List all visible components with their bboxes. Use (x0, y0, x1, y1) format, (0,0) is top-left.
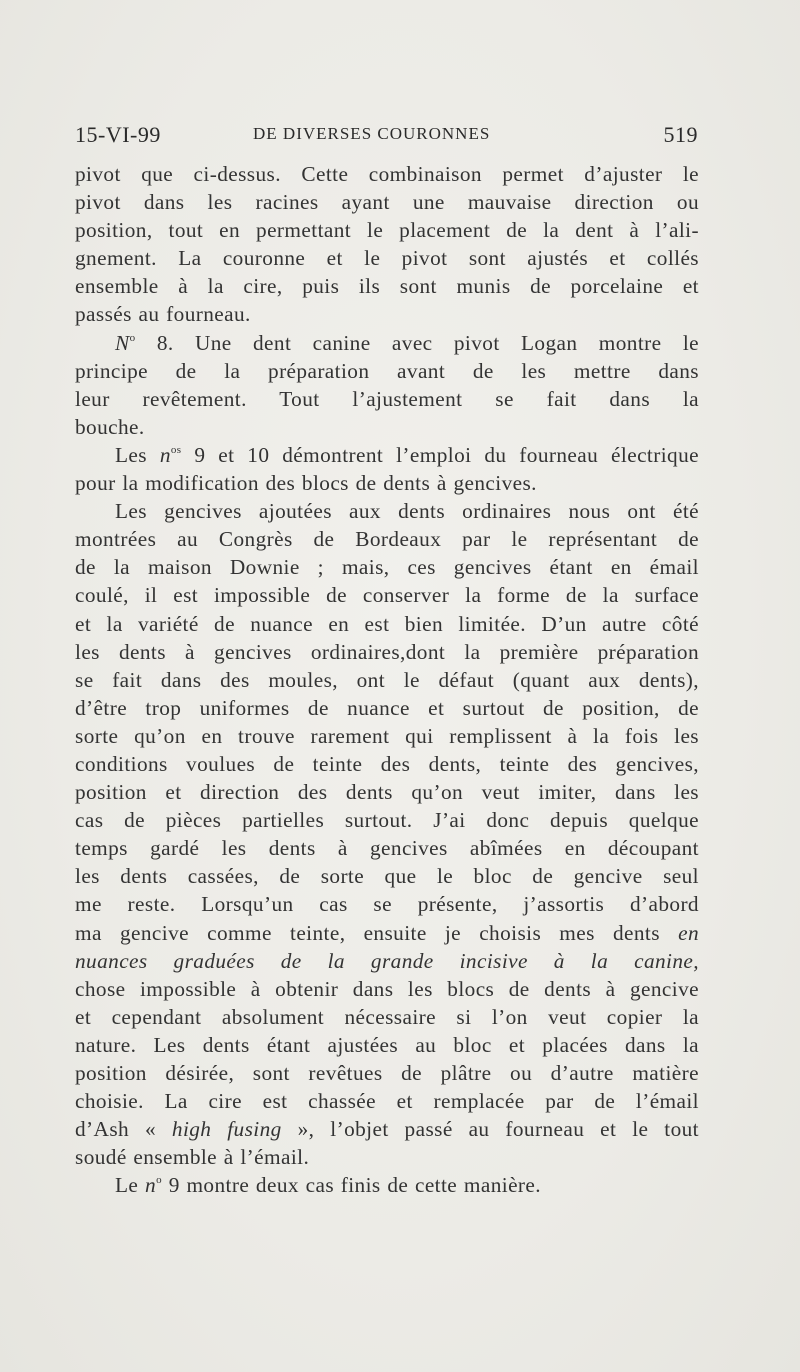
text-line: me reste. Lorsqu’un cas se présente, j’assortis d’abord (75, 892, 699, 917)
text-line: passés au fourneau. (75, 302, 251, 327)
text-line: cas de pièces partielles surtout. J’ai donc depuis quelque (75, 808, 699, 833)
number-label: n (159, 442, 171, 467)
text-run: ma gencive comme teinte, ensuite je choisis mes dents (75, 920, 679, 945)
paragraph-2 (75, 329, 699, 441)
text-line: d’être trop uniformes de nuance et surtout de position, de (75, 695, 699, 720)
text-line: et cependant absolument nécessaire si l’on veut copier la (75, 1004, 699, 1029)
text-run: d’Ash « (75, 1117, 172, 1142)
italic-run: high fusing (171, 1117, 282, 1142)
text-line: gnement. La couronne et le pivot sont ajustés et collés (75, 246, 699, 271)
paragraph-5 (75, 1171, 699, 1199)
text-run: 9 montre deux cas finis de cette manière. (161, 1173, 541, 1198)
text-run: », l’objet passé au fourneau et le tout (281, 1117, 699, 1142)
number-label-sup: o (129, 331, 136, 344)
text-line (75, 441, 699, 469)
text-line: ensemble à la cire, puis ils sont munis de porcelaine et (75, 274, 699, 299)
text-line: temps gardé les dents à gencives abîmées en découpant (75, 836, 699, 861)
text-line: choisie. La cire est chassée et remplacée par de l’émail (75, 1089, 699, 1114)
header-date: 15-VI-99 (75, 122, 161, 147)
italic-run: nuances graduées de la grande incisive à la canine, (75, 948, 699, 973)
text-line: Les gencives ajoutées aux dents ordinaires nous ont été (115, 499, 699, 524)
text-line: pour la modification des blocs de dents à gencives. (75, 471, 537, 496)
text-line: nature. Les dents étant ajustées au bloc et placées dans la (75, 1032, 699, 1057)
text-line: montrées au Congrès de Bordeaux par le représentant de (75, 527, 699, 552)
text-line: les dents cassées, de sorte que le bloc de gencive seul (75, 864, 699, 889)
text-line: coulé, il est impossible de conserver la forme de la surface (75, 583, 699, 608)
text-line: conditions voulues de teinte des dents, teinte des gencives, (75, 751, 699, 776)
text-line: soudé ensemble à l’émail. (75, 1145, 310, 1170)
text-line (75, 947, 699, 975)
page-header (75, 122, 698, 152)
text-line: sorte qu’on en trouve rarement qui remplissent à la fois les (75, 723, 699, 748)
body-text (75, 160, 699, 1199)
text-line (75, 919, 699, 947)
number-label-sup: os (170, 443, 182, 456)
text-line: de la maison Downie ; mais, ces gencives étant en émail (75, 555, 699, 580)
text-line: position désirée, sont revêtues de plâtre ou d’autre matière (75, 1061, 699, 1085)
number-label: n (145, 1173, 157, 1198)
text-line: bouche. (75, 414, 145, 439)
running-title: DE DIVERSES COURONNES (253, 124, 491, 143)
text-line: pivot dans les racines ayant une mauvaise direction ou (75, 190, 699, 215)
italic-run: en (678, 920, 699, 945)
text-line: leur revêtement. Tout l’ajustement se fait dans la (75, 386, 699, 411)
text-line: pivot que ci-dessus. Cette combinaison permet d’ajuster le (75, 162, 699, 186)
text-line (75, 1115, 699, 1143)
text-line: principe de la préparation avant de les mettre dans (75, 358, 699, 383)
page-number: 519 (663, 122, 698, 147)
text-line (75, 1171, 699, 1199)
text-run: Les (115, 442, 160, 467)
text-run: 9 et 10 démontrent l’emploi du fourneau électrique (181, 442, 699, 467)
text-line: et la variété de nuance en est bien limitée. D’un autre côté (75, 611, 699, 636)
paragraph-4 (75, 497, 699, 1171)
text-line: position, tout en permettant le placement de la dent à l’ali- (75, 218, 699, 243)
text-line: position et direction des dents qu’on veut imiter, dans les (75, 780, 699, 805)
number-label-sup: o (156, 1174, 162, 1187)
text-run: 8. Une dent canine avec pivot Logan montre le (135, 330, 699, 355)
text-line: chose impossible à obtenir dans les blocs de dents à gencive (75, 976, 699, 1001)
text-line: les dents à gencives ordinaires,dont la première préparation (75, 639, 699, 664)
paragraph-1 (75, 160, 699, 329)
text-run: Le (115, 1173, 145, 1198)
text-line: se fait dans des moules, ont le défaut (quant aux dents), (75, 667, 699, 692)
text-line (75, 329, 699, 357)
paragraph-3 (75, 441, 699, 497)
number-label: N (115, 330, 130, 355)
